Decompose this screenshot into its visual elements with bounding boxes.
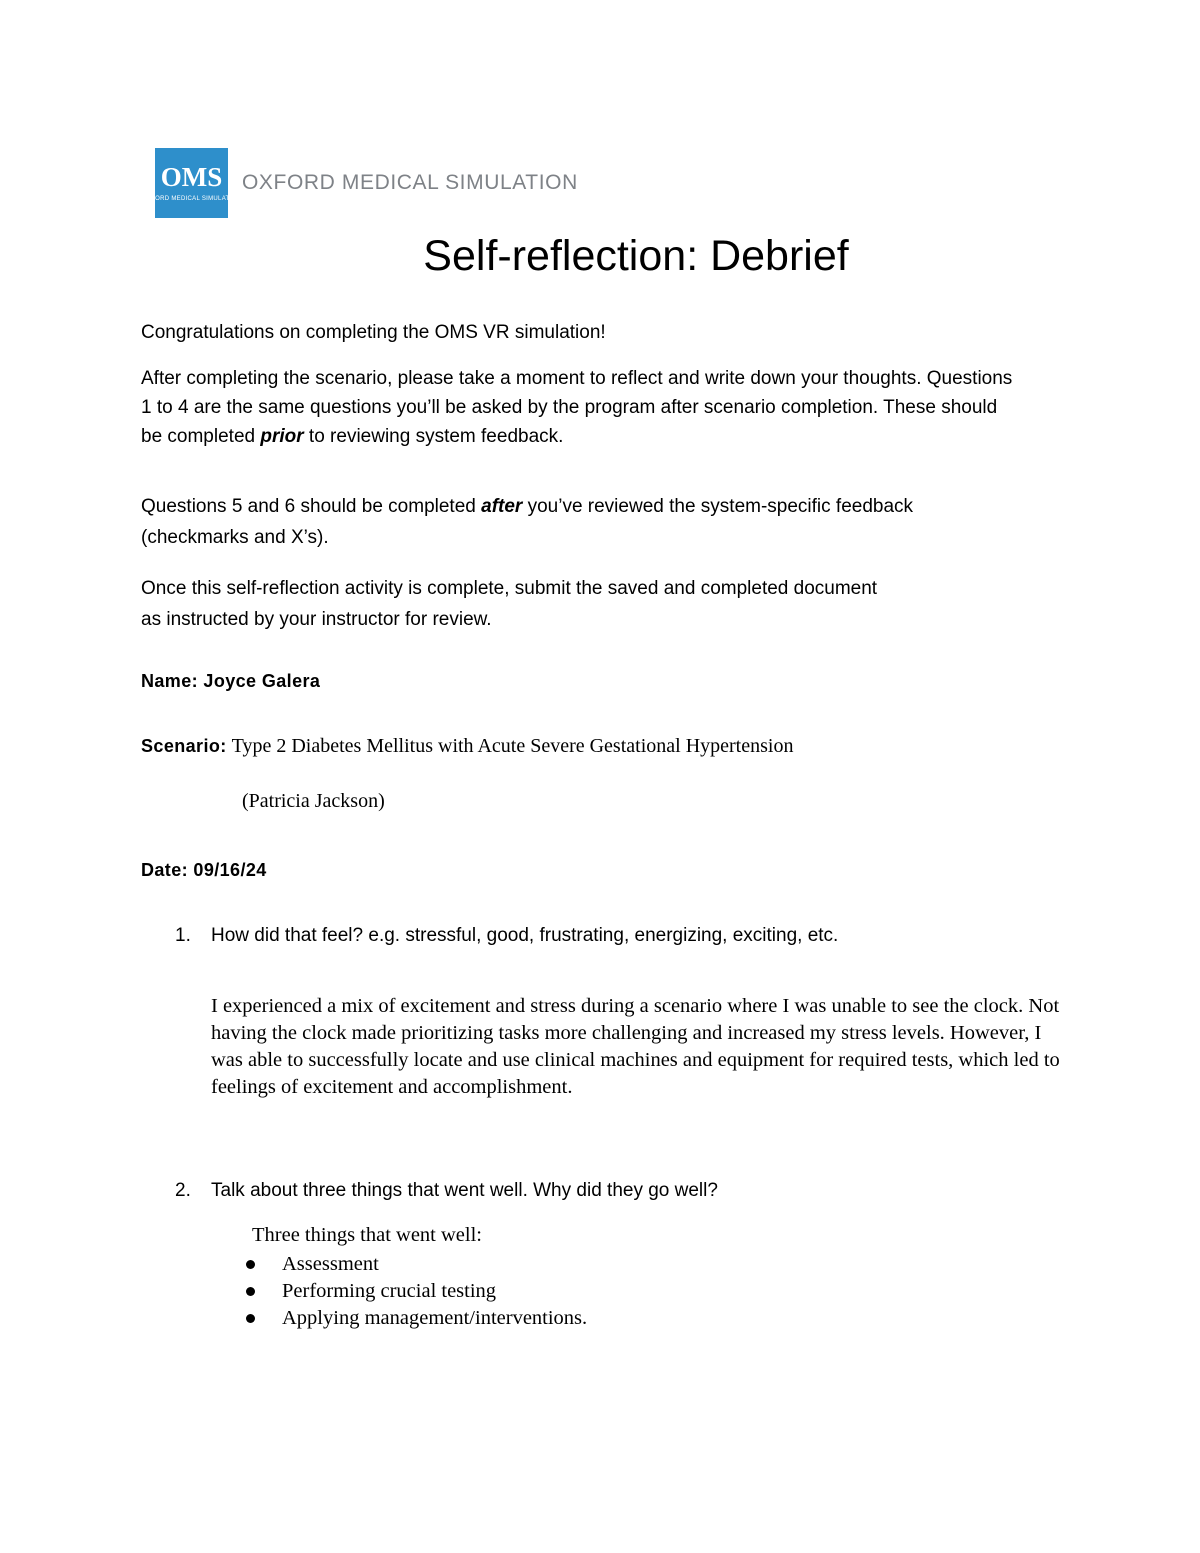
list-item-text: Performing crucial testing <box>282 1280 497 1302</box>
questions-5-6-paragraph <box>141 491 941 553</box>
question-1 <box>175 925 838 947</box>
emphasis-after: after <box>481 496 523 517</box>
instructions-text-b: to reviewing system feedback. <box>303 426 564 447</box>
page-title: Self-reflection: Debrief <box>423 232 849 280</box>
answer-1: I experienced a mix of excitement and stress during a scenario where I was unable to see the clock. Not having the clock made prioritizing tasks more challenging and increased my stress levels. However, I was able to successfully locate and use clinical machines and equipment for required tests, which led to feelings of excitement and accomplishment. <box>211 995 1060 1098</box>
question-2-number: 2. <box>175 1180 191 1201</box>
scenario-value: Type 2 Diabetes Mellitus with Acute Severe Gestational Hypertension <box>231 735 794 757</box>
question-1-number: 1. <box>175 925 191 946</box>
answer-2-list <box>246 1251 587 1332</box>
q56-text-b: you’ve reviewed the system-specific feedback (checkmarks and X’s). <box>141 496 914 548</box>
oms-logo-box <box>141 148 242 218</box>
list-item <box>246 1278 587 1305</box>
question-1-text: How did that feel? e.g. stressful, good, frustrating, energizing, exciting, etc. <box>211 925 839 946</box>
q56-text-a: Questions 5 and 6 should be completed <box>141 496 482 517</box>
congrats-text: Congratulations on completing the OMS VR simulation! <box>141 322 606 343</box>
submit-instructions: Once this self-reflection activity is complete, submit the saved and completed document as instructed by your instructor for review. <box>141 578 878 630</box>
date-label: Date: 09/16/24 <box>141 860 267 880</box>
question-2-text: Talk about three things that went well. Why did they go well? <box>211 1180 718 1201</box>
logo-abbr: OMS <box>160 162 223 192</box>
oms-logo <box>141 148 578 218</box>
list-item <box>246 1305 587 1332</box>
bullet-icon <box>246 1287 255 1296</box>
scenario-patient: (Patricia Jackson) <box>242 790 385 812</box>
logo-wordmark: OXFORD MEDICAL SIMULATION <box>242 171 578 194</box>
emphasis-prior: prior <box>260 426 304 447</box>
bullet-icon <box>246 1314 255 1323</box>
instructions-paragraph <box>141 364 1021 451</box>
list-item-text: Applying management/interventions. <box>282 1307 588 1329</box>
name-field <box>141 671 320 692</box>
question-2 <box>175 1180 718 1202</box>
bullet-icon <box>246 1260 255 1269</box>
list-item-text: Assessment <box>282 1253 379 1275</box>
instructions-text-a: After completing the scenario, please take a moment to reflect and write down your thoughts. Questions 1 to 4 are the same questions you’ll be asked by the program after scenario completion. These should be completed <box>141 368 1013 447</box>
answer-2-heading: Three things that went well: <box>252 1224 482 1246</box>
date-field <box>141 860 267 881</box>
list-item <box>246 1251 587 1278</box>
name-label: Name: Joyce Galera <box>141 671 321 691</box>
scenario-label: Scenario: <box>141 736 227 756</box>
scenario-field <box>141 735 793 758</box>
logo-tagline: OXFORD MEDICAL SIMULATION <box>141 196 242 202</box>
